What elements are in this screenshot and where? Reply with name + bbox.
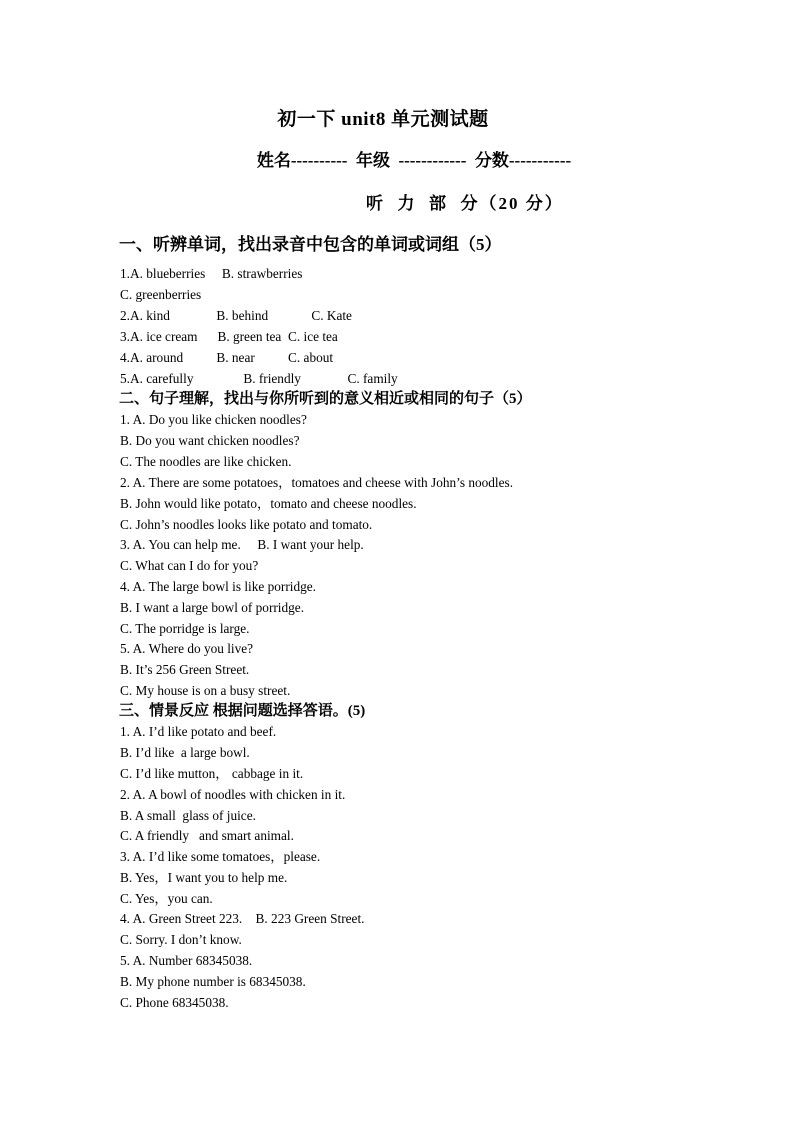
question-line: B. John would like potato，tomato and cheese noodles. (120, 496, 417, 511)
question-line: C. I’d like mutton， cabbage in it. (120, 766, 304, 781)
question-line: B. A small glass of juice. (120, 808, 256, 823)
page-title: 初一下 unit8 单元测试题 (277, 109, 489, 130)
question-line: C. John’s noodles looks like potato and tomato. (120, 517, 373, 532)
question-line: 3.A. ice cream B. green tea C. ice tea (120, 329, 338, 344)
question-line: 3. A. You can help me. B. I want your help. (120, 537, 364, 552)
question-line: 4. A. Green Street 223. B. 223 Green Street. (120, 911, 365, 926)
question-line: 5.A. carefully B. friendly C. family (120, 371, 398, 386)
question-line: 2.A. kind B. behind C. Kate (120, 308, 352, 323)
question-line: 3. A. I’d like some tomatoes，please. (120, 849, 321, 864)
question-line: C. Phone 68345038. (120, 995, 229, 1010)
section-2-heading: 二、句子理解，找出与你所听到的意义相近或相同的句子（5） (119, 391, 532, 407)
question-line: C. A friendly and smart animal. (120, 828, 294, 843)
section-3-heading: 三、情景反应 根据问题选择答语。(5) (119, 703, 366, 719)
question-line: C. Sorry. I don’t know. (120, 932, 242, 947)
question-line: 4. A. The large bowl is like porridge. (120, 579, 316, 594)
question-line: 1. A. Do you like chicken noodles? (120, 412, 307, 427)
question-line: C. The porridge is large. (120, 621, 250, 636)
question-line: B. Yes，I want you to help me. (120, 870, 288, 885)
question-line: B. I want a large bowl of porridge. (120, 600, 305, 615)
section-1-heading: 一、听辨单词，找出录音中包含的单词或词组（5） (119, 235, 502, 254)
question-line: 1.A. blueberries B. strawberries (120, 266, 303, 281)
question-line: 1. A. I’d like potato and beef. (120, 724, 277, 739)
question-line: 2. A. There are some potatoes，tomatoes and cheese with John’s noodles. (120, 475, 514, 490)
listening-part-header: 听 力 部 分（20 分） (366, 194, 564, 213)
student-info-line: 姓名---------- 年级 ------------ 分数----------- (256, 151, 572, 170)
question-line: C. What can I do for you? (120, 558, 259, 573)
question-line: 2. A. A bowl of noodles with chicken in it. (120, 787, 346, 802)
question-line: C. The noodles are like chicken. (120, 454, 292, 469)
question-line: C. greenberries (120, 287, 202, 302)
question-line: B. My phone number is 68345038. (120, 974, 306, 989)
question-line: 4.A. around B. near C. about (120, 350, 334, 365)
question-line: B. I’d like a large bowl. (120, 745, 250, 760)
question-line: C. Yes，you can. (120, 891, 213, 906)
question-line: B. It’s 256 Green Street. (120, 662, 250, 677)
question-line: 5. A. Where do you live? (120, 641, 254, 656)
question-line: B. Do you want chicken noodles? (120, 433, 300, 448)
question-line: C. My house is on a busy street. (120, 683, 291, 698)
question-line: 5. A. Number 68345038. (120, 953, 253, 968)
